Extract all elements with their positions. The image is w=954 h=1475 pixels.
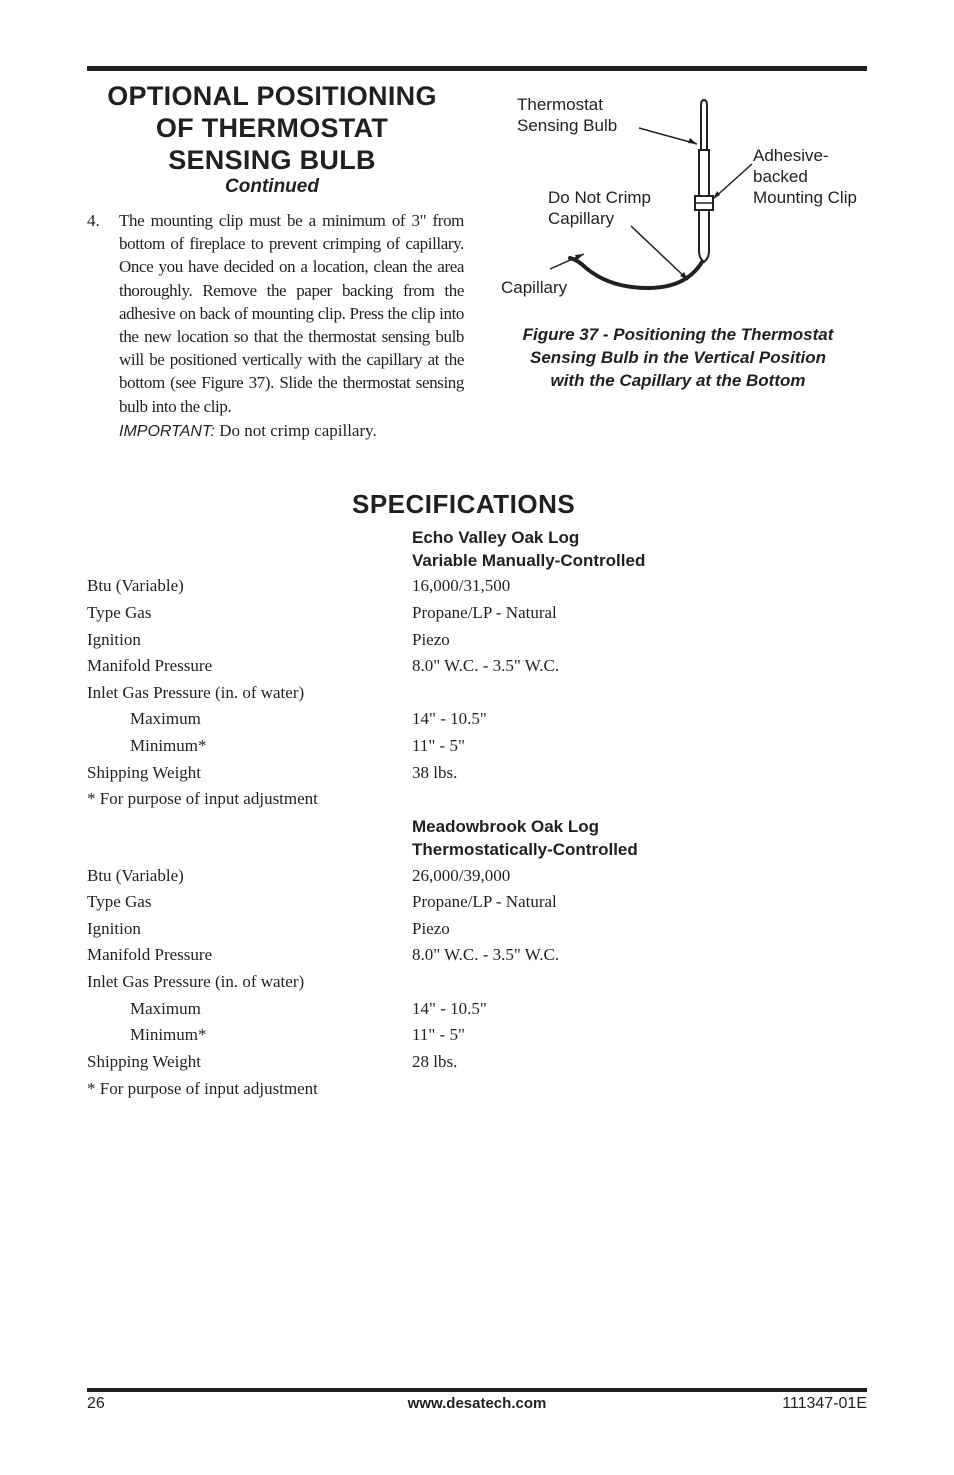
spec-label: * For purpose of input adjustment: [87, 1079, 318, 1098]
model-heading: [412, 815, 638, 861]
spec-label: * For purpose of input adjustment: [87, 789, 318, 808]
spec-label: Type Gas: [87, 603, 152, 622]
spec-row: [87, 576, 867, 602]
spec-value: 14" - 10.5": [412, 999, 487, 1018]
spec-row: [87, 919, 867, 945]
label-line: Sensing Bulb: [517, 116, 618, 135]
spec-value: 14" - 10.5": [412, 709, 487, 728]
label-line: Do Not Crimp: [548, 188, 651, 207]
section-title: [87, 80, 457, 176]
spec-row: [87, 709, 867, 735]
spec-label: Ignition: [87, 919, 141, 938]
spec-label: Shipping Weight: [87, 1052, 202, 1071]
important-text: Do not crimp capillary.: [219, 421, 377, 440]
leader-arrow-bulb: [688, 138, 697, 144]
label-line: Capillary: [548, 209, 615, 228]
spec-footnote: [87, 1079, 867, 1105]
section-title-line: SENSING BULB: [168, 145, 376, 175]
spec-row: [87, 1025, 867, 1051]
section-subtitle: Continued: [225, 176, 319, 197]
spec-value: 8.0" W.C. - 3.5" W.C.: [412, 945, 560, 964]
spec-value: 11" - 5": [412, 736, 465, 755]
spec-label: Maximum: [130, 709, 201, 728]
important-note: [119, 421, 377, 441]
model-name: Meadowbrook Oak Log: [412, 817, 600, 836]
spec-row: [87, 892, 867, 918]
spec-value: 11" - 5": [412, 1025, 465, 1044]
spec-label: Ignition: [87, 630, 141, 649]
spec-row: [87, 763, 867, 789]
caption-line: with the Capillary at the Bottom: [550, 371, 806, 390]
model-name: Echo Valley Oak Log: [412, 528, 580, 547]
label-do-not-crimp: [548, 187, 651, 229]
website-link[interactable]: www.desatech.com: [407, 1395, 547, 1412]
section-title-line: OF THERMOSTAT: [155, 113, 389, 143]
spec-row: [87, 1052, 867, 1078]
spec-row: [87, 972, 867, 998]
spec-label: Maximum: [130, 999, 201, 1018]
spec-value: Propane/LP - Natural: [412, 892, 557, 911]
document-number: 111347-01E: [782, 1395, 867, 1412]
figure-caption: [488, 323, 868, 392]
model-control: Thermostatically-Controlled: [412, 840, 638, 859]
capillary-tube: [570, 258, 702, 288]
caption-line: Figure 37 - Positioning the Thermostat: [522, 325, 834, 344]
step-text: The mounting clip must be a minimum of 3" from bottom of fireplace to prevent crimping of capillary. Once you have decided on a location, clean the area thoroughly. Remove the paper backing from the adhesive on back of mounting clip. Press the clip into the new location so that the thermostat sensing bulb will be positioned vertically with the capillary at the bottom (see Figure 37). Slide the thermostat sensing bulb into the clip.: [119, 211, 464, 416]
spec-row: [87, 683, 867, 709]
spec-label: Minimum*: [130, 1025, 207, 1044]
leader-arrow-clip: [713, 191, 720, 199]
spec-value: Piezo: [412, 630, 450, 649]
label-mounting-clip: [753, 145, 857, 208]
top-rule: [87, 66, 867, 71]
model-control: Variable Manually-Controlled: [412, 551, 646, 570]
spec-label: Type Gas: [87, 892, 152, 911]
spec-label: Manifold Pressure: [87, 656, 213, 675]
label-line: Mounting Clip: [753, 188, 857, 207]
specifications-title: SPECIFICATIONS: [352, 489, 576, 519]
spec-label: Btu (Variable): [87, 866, 184, 885]
spec-label: Manifold Pressure: [87, 945, 213, 964]
spec-label: Btu (Variable): [87, 576, 184, 595]
spec-value: Piezo: [412, 919, 450, 938]
spec-row: [87, 866, 867, 892]
section-title-line: OPTIONAL POSITIONING: [107, 81, 437, 111]
label-capillary: Capillary: [501, 278, 568, 297]
spec-row: [87, 736, 867, 762]
spec-row: [87, 656, 867, 682]
spec-label: Inlet Gas Pressure (in. of water): [87, 972, 305, 991]
label-line: backed: [753, 167, 808, 186]
spec-value: 28 lbs.: [412, 1052, 458, 1071]
spec-value: 26,000/39,000: [412, 866, 511, 885]
bottom-rule: [87, 1388, 867, 1392]
figure-37: [498, 86, 878, 306]
spec-value: 16,000/31,500: [412, 576, 511, 595]
label-line: Thermostat: [517, 95, 603, 114]
leader-line-crimp: [631, 226, 688, 280]
spec-row: [87, 603, 867, 629]
caption-line: Sensing Bulb in the Vertical Position: [530, 348, 826, 367]
step-number: 4.: [87, 211, 100, 230]
spec-row: [87, 999, 867, 1025]
label-line: Adhesive-: [753, 146, 829, 165]
spec-row: [87, 945, 867, 971]
model-heading: [412, 526, 645, 572]
spec-label: Shipping Weight: [87, 763, 202, 782]
page-number: 26: [87, 1395, 105, 1412]
important-label: IMPORTANT:: [119, 423, 215, 440]
leader-line-bulb: [639, 128, 697, 144]
sensing-bulb-tip: [701, 100, 707, 150]
spec-footnote: [87, 789, 867, 815]
spec-value: 8.0" W.C. - 3.5" W.C.: [412, 656, 560, 675]
spec-label: Inlet Gas Pressure (in. of water): [87, 683, 305, 702]
spec-row: [87, 630, 867, 656]
spec-label: Minimum*: [130, 736, 207, 755]
spec-value: Propane/LP - Natural: [412, 603, 557, 622]
spec-value: 38 lbs.: [412, 763, 458, 782]
label-sensing-bulb: [517, 94, 617, 136]
